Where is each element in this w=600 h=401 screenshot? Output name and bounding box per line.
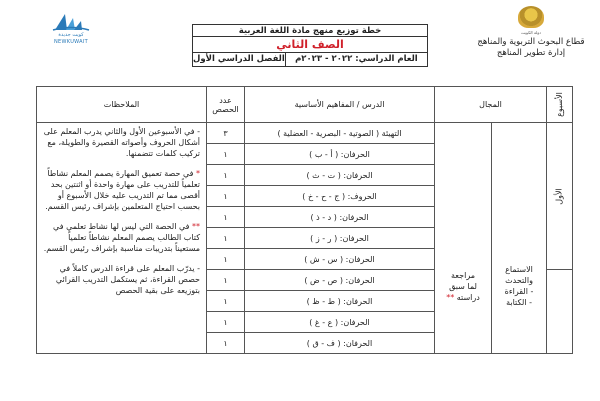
field-line: والتحدث (505, 276, 533, 285)
lesson-cell: الحرفان: ( س - ش ) (245, 249, 435, 270)
count-cell: ١ (207, 270, 245, 291)
count-cell: ١ (207, 249, 245, 270)
note-2: * في حصة تعميق المهارة يصمم المعلم نشاطاً تعلمياً للتدريب على مهارة واحدة أو اثنتين بحد أقصى مما تم التدريب عليه خلال الأسبوع أو بحسب احتياج المتعلمين بإشراف رئيس القسم. (45, 169, 200, 211)
review-line: لما سبق (449, 281, 477, 291)
logo-latin-text: NEWKUWAIT (54, 39, 88, 45)
ministry-sector: قطاع البحوث التربوية والمناهج (477, 37, 585, 47)
title-box (192, 24, 428, 67)
header-count: عدد الحصص (207, 87, 245, 123)
count-cell: ٣ (207, 123, 245, 144)
count-cell: ١ (207, 312, 245, 333)
header-lesson: الدرس / المفاهيم الأساسية (245, 87, 435, 123)
count-cell: ١ (207, 186, 245, 207)
week-second (547, 270, 573, 354)
note-3: ** في الحصة التي ليس لها نشاط تعلمي في كتاب الطالب يصمم المعلم نشاطاً تعلمياً مستعيناً بتدريبات مناسبة بإشراف رئيس القسم. (43, 222, 200, 253)
ministry-block (476, 6, 586, 59)
count-cell: ١ (207, 144, 245, 165)
kuwait-emblem-icon (518, 6, 544, 28)
review-cell (435, 123, 492, 354)
header-notes: الملاحظات (37, 87, 207, 123)
new-kuwait-logo-icon (51, 10, 91, 32)
note-1: - في الأسبوعين الأول والثاني يدرب المعلم على أشكال الحروف وأصواته القصيرة والطويلة، مع تركيب كلمات تتضمنها. (43, 127, 200, 158)
lesson-cell: الحرفان: ( ت - ث ) (245, 165, 435, 186)
table-header-row (37, 87, 573, 123)
review-mark: ** (446, 292, 455, 302)
lesson-cell: الحرفان: ( ر - ز ) (245, 228, 435, 249)
field-line: - الكتابة (506, 298, 532, 307)
header-field: المجال (435, 87, 547, 123)
count-cell: ١ (207, 291, 245, 312)
review-line: دراسته ** (446, 292, 480, 302)
note-2-mark: * (196, 169, 200, 178)
notes-cell (37, 123, 207, 354)
ministry-department: إدارة تطوير المناهج (496, 48, 566, 58)
count-cell: ١ (207, 333, 245, 354)
logo-arabic-text: كويت جديدة (58, 32, 84, 38)
week-first: الأول (547, 123, 573, 270)
lesson-cell: الحرفان: ( د - ذ ) (245, 207, 435, 228)
field-line: - القراءة (504, 287, 534, 296)
plan-title: خطة توزيع منهج مادة اللغة العربية (192, 24, 428, 37)
review-line: مراجعة (451, 270, 476, 280)
lesson-cell: الحرفان: ( ص - ض ) (245, 270, 435, 291)
curriculum-table (36, 86, 573, 354)
count-cell: ١ (207, 207, 245, 228)
new-kuwait-logo (40, 10, 102, 45)
lesson-cell: الحرفان: ( ط - ظ ) (245, 291, 435, 312)
year-row (192, 53, 428, 67)
lesson-cell: الحرفان: ( أ - ب ) (245, 144, 435, 165)
lesson-cell: الحرفان: ( ف - ق ) (245, 333, 435, 354)
grade-title: الصف الثاني (192, 37, 428, 53)
field-cell (492, 123, 547, 354)
document-header (0, 0, 600, 80)
ministry-state-label: دولة الكويت (521, 30, 541, 35)
academic-year: العام الدراسي: ٢٠٢٢ - ٢٠٢٣م (285, 53, 427, 66)
note-3-mark: ** (192, 222, 200, 231)
header-week: الأسبوع (547, 87, 573, 123)
semester: الفصل الدراسي الأول (193, 54, 285, 64)
count-cell: ١ (207, 165, 245, 186)
lesson-cell: الحروف: ( ج - ح - خ ) (245, 186, 435, 207)
count-cell: ١ (207, 228, 245, 249)
lesson-cell: التهيئة ( الصوتية - البصرية - العضلية ) (245, 123, 435, 144)
field-line: الاستماع (505, 265, 533, 274)
lesson-cell: الحرفان: ( ع - غ ) (245, 312, 435, 333)
note-4: - يدرّب المعلم على قراءة الدرس كاملاً في حصص القراءة، ثم يستكمل التدريب القرائي بتوزيعه على بقية الحصص (55, 264, 200, 295)
table-row (37, 123, 573, 144)
